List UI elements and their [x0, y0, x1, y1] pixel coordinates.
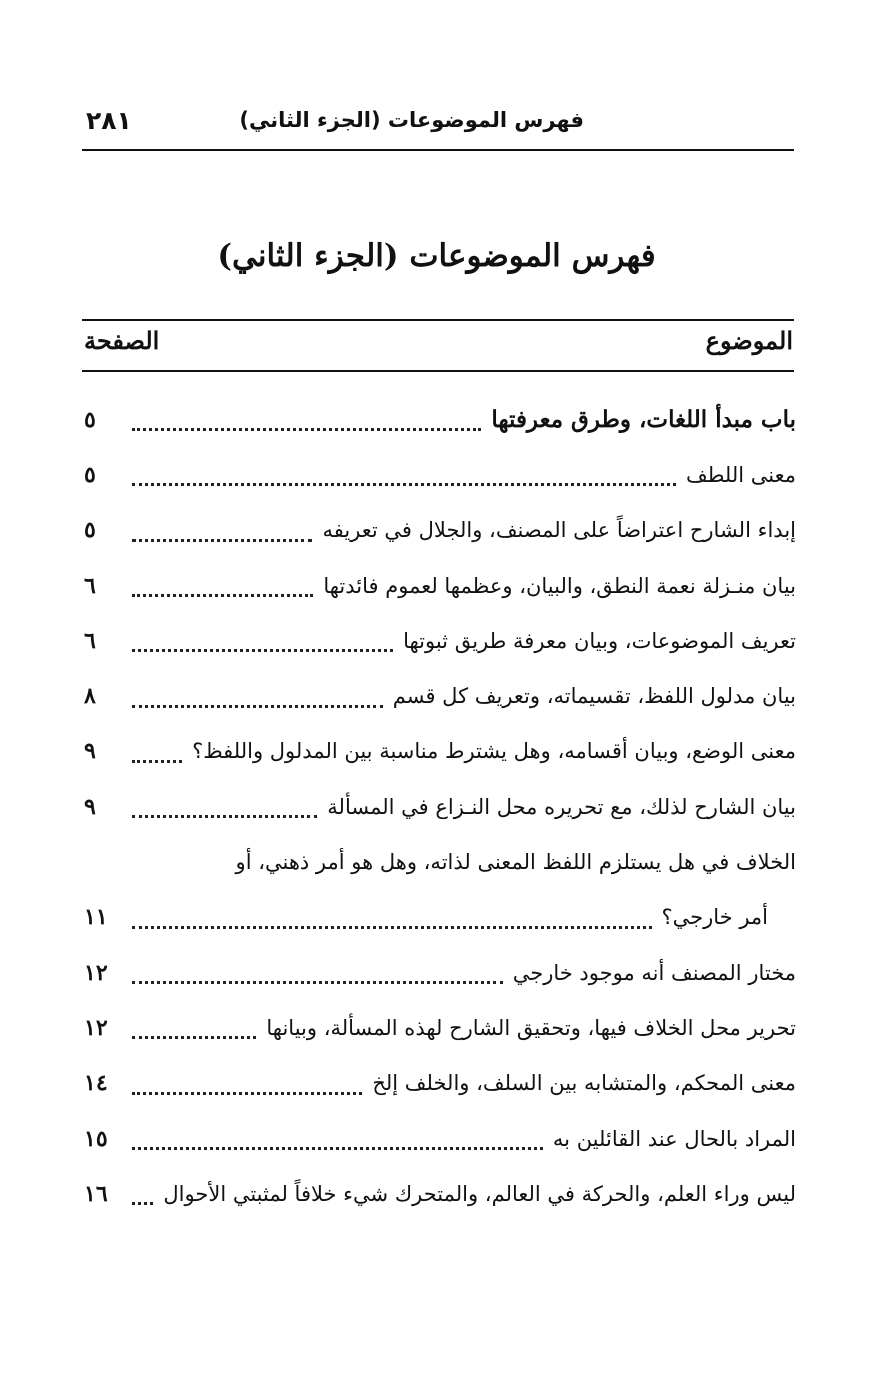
entry-page: ١٤ [84, 1070, 108, 1097]
index-title: فهرس الموضوعات (الجزء الثاني) [217, 238, 656, 274]
entry-topic: معنى اللطف [685, 462, 796, 487]
index-entry [84, 613, 796, 668]
entry-page: ١١ [84, 904, 108, 931]
entry-page: ١٢ [84, 1014, 108, 1041]
dot-leader [132, 641, 393, 652]
entry-page: ٩ [84, 793, 96, 820]
dot-leader [132, 1028, 256, 1039]
index-entry [84, 503, 796, 558]
index-entry [84, 447, 796, 502]
entry-topic: بيان منـزلة نعمة النطق، والبيان، وعظمها لعموم فائدتها [323, 573, 796, 598]
entry-topic: معنى المحكم، والمتشابه بين السلف، والخلف إلخ [372, 1071, 796, 1096]
dot-leader [132, 420, 481, 431]
index-entry [84, 392, 796, 447]
entry-page: ١٥ [84, 1125, 108, 1152]
entry-topic: الخلاف في هل يستلزم اللفظ المعنى لذاته، وهل هو أمر ذهني، أو [235, 850, 796, 875]
index-entry [84, 1056, 796, 1111]
dot-leader [132, 531, 312, 542]
entry-topic: بيان الشارح لذلك، مع تحريره محل النـزاع في المسألة [327, 794, 796, 819]
entry-page: ٩ [84, 738, 96, 765]
entry-page: ١٢ [84, 959, 108, 986]
column-header-topic: الموضوع [705, 326, 793, 355]
index-entry [84, 668, 796, 723]
page-number: ٢٨١ [86, 106, 132, 135]
index-entry [84, 1166, 796, 1221]
entry-topic: إبداء الشارح اعتراضاً على المصنف، والجلال في تعريفه [322, 518, 796, 543]
dot-leader [132, 1139, 543, 1150]
column-header-page: الصفحة [84, 326, 160, 355]
entry-topic: تحرير محل الخلاف فيها، وتحقيق الشارح لهذه المسألة، وبيانها [266, 1015, 796, 1040]
entry-topic: مختار المصنف أنه موجود خارجي [512, 960, 796, 985]
entry-topic: بيان مدلول اللفظ، تقسيماته، وتعريف كل قسم [392, 684, 796, 709]
index-entry [84, 779, 796, 834]
dot-leader [132, 807, 317, 818]
entry-page: ٥ [84, 406, 96, 433]
table-rule-top [82, 319, 794, 321]
running-header [82, 104, 794, 146]
entry-topic: تعريف الموضوعات، وبيان معرفة طريق ثبوتها [403, 628, 796, 653]
index-entry [84, 945, 796, 1000]
entry-page: ٨ [84, 683, 96, 710]
index-entry [84, 558, 796, 613]
entry-page: ٥ [84, 517, 96, 544]
dot-leader [132, 1194, 153, 1205]
entry-topic: أمر خارجي؟ [661, 905, 768, 930]
index-entry [84, 890, 796, 945]
entry-page: ٦ [84, 572, 96, 599]
entry-page: ١٦ [84, 1180, 108, 1207]
index-entry [84, 834, 796, 889]
entry-topic: باب مبدأ اللغات، وطرق معرفتها [491, 406, 796, 434]
entry-page: ٥ [84, 461, 96, 488]
index-entry [84, 724, 796, 779]
entry-page: ٦ [84, 627, 96, 654]
dot-leader [132, 475, 676, 486]
dot-leader [132, 1084, 362, 1095]
entry-topic: معنى الوضع، وبيان أقسامه، وهل يشترط مناسبة بين المدلول واللفظ؟ [192, 739, 796, 764]
index-entry [84, 1111, 796, 1166]
dot-leader [132, 586, 313, 597]
index-entry [84, 1000, 796, 1055]
entry-topic: ليس وراء العلم، والحركة في العالم، والمتحرك شيء خلافاً لمثبتي الأحوال [163, 1181, 796, 1206]
entry-topic: المراد بالحال عند القائلين به [552, 1126, 796, 1151]
dot-leader [132, 697, 383, 708]
index-entries [84, 392, 796, 1221]
running-title: فهرس الموضوعات (الجزء الثاني) [239, 108, 584, 132]
dot-leader [132, 973, 503, 984]
dot-leader [132, 752, 182, 763]
dot-leader [132, 918, 652, 929]
table-rule-bottom [82, 370, 794, 372]
header-rule [82, 149, 794, 151]
